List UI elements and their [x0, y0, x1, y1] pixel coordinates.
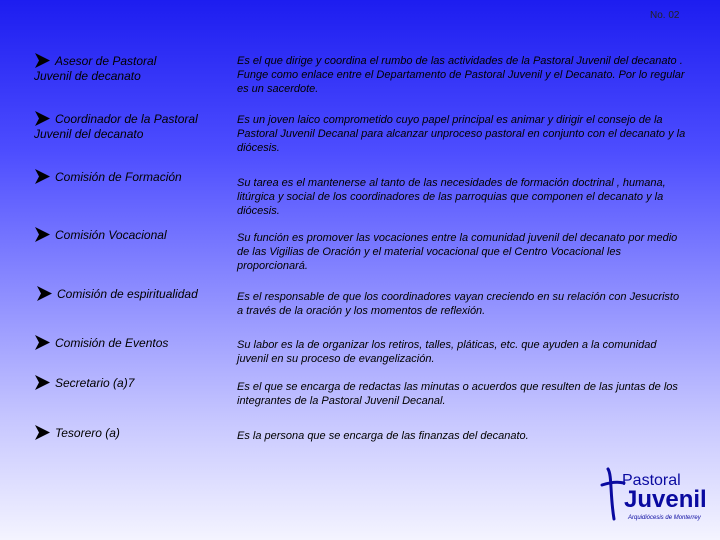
- role-description: Su función es promover las vocaciones entre la comunidad juvenil del decanato por medio de las Vigilias de Oración y el material vocacional que el Centro Vocacional les proporcionará.: [237, 232, 678, 272]
- arrow-bullet-icon: [34, 52, 51, 69]
- role-description: Es el que dirige y coordina el rumbo de las actividades de la Pastoral Juvenil del decanato . Funge como enlace entre el Departamento de Pastoral Juvenil y el Decanato. Por lo regular es un sacerdote.: [237, 55, 685, 95]
- role-title: Comisión de Eventos: [34, 334, 224, 351]
- slide-number: No. 02: [650, 10, 680, 21]
- arrow-bullet-icon: [36, 285, 53, 302]
- role-description: Es el responsable de que los coordinadores vayan creciendo en su relación con Jesucristo a través de la oración y los momentos de reflexión.: [237, 291, 680, 317]
- arrow-bullet-icon: [34, 226, 51, 243]
- role-description: Es el que se encarga de redactas las minutas o acuerdos que resulten de las juntas de los integrantes de la Pastoral Juvenil Decanal.: [237, 381, 678, 407]
- logo-line3: Arquidiócesis de Monterrey: [628, 515, 701, 521]
- arrow-bullet-icon: [34, 110, 51, 127]
- role-description: Su labor es la de organizar los retiros, talles, pláticas, etc. que ayuden a la comunidad juvenil en su proceso de evangelización.: [237, 339, 657, 365]
- arrow-bullet-icon: [34, 168, 51, 185]
- role-title: Comisión Vocacional: [34, 226, 224, 243]
- arrow-bullet-icon: [34, 334, 51, 351]
- logo-line1: Pastoral: [622, 472, 681, 489]
- arrow-bullet-icon: [34, 374, 51, 391]
- role-title: Comisión de Formación: [34, 168, 224, 185]
- role-description: Es un joven laico comprometido cuyo papel principal es animar y dirigir el consejo de la Pastoral Juvenil Decanal para alcanzar unproceso pastoral en conjunto con el decanato y la diócesis.: [237, 114, 686, 154]
- cross-icon: [602, 469, 624, 519]
- logo-line2: Juvenil: [624, 486, 707, 513]
- role-description: Su tarea es el mantenerse al tanto de las necesidades de formación doctrinal , humana, litúrgica y social de los coordinadores de las parroquias que componen el decanato y la diócesis.: [237, 177, 666, 217]
- role-description: Es la persona que se encarga de las finanzas del decanato.: [237, 430, 529, 442]
- pastoral-juvenil-logo: [598, 465, 714, 523]
- role-title: Comisión de espiritualidad: [36, 285, 226, 302]
- role-title: Tesorero (a): [34, 424, 224, 441]
- role-title: Asesor de Pastoral Juvenil de decanato: [34, 54, 157, 83]
- role-title: Coordinador de la Pastoral Juvenil del decanato: [34, 112, 198, 141]
- role-title: Secretario (a)7: [34, 374, 224, 391]
- arrow-bullet-icon: [34, 424, 51, 441]
